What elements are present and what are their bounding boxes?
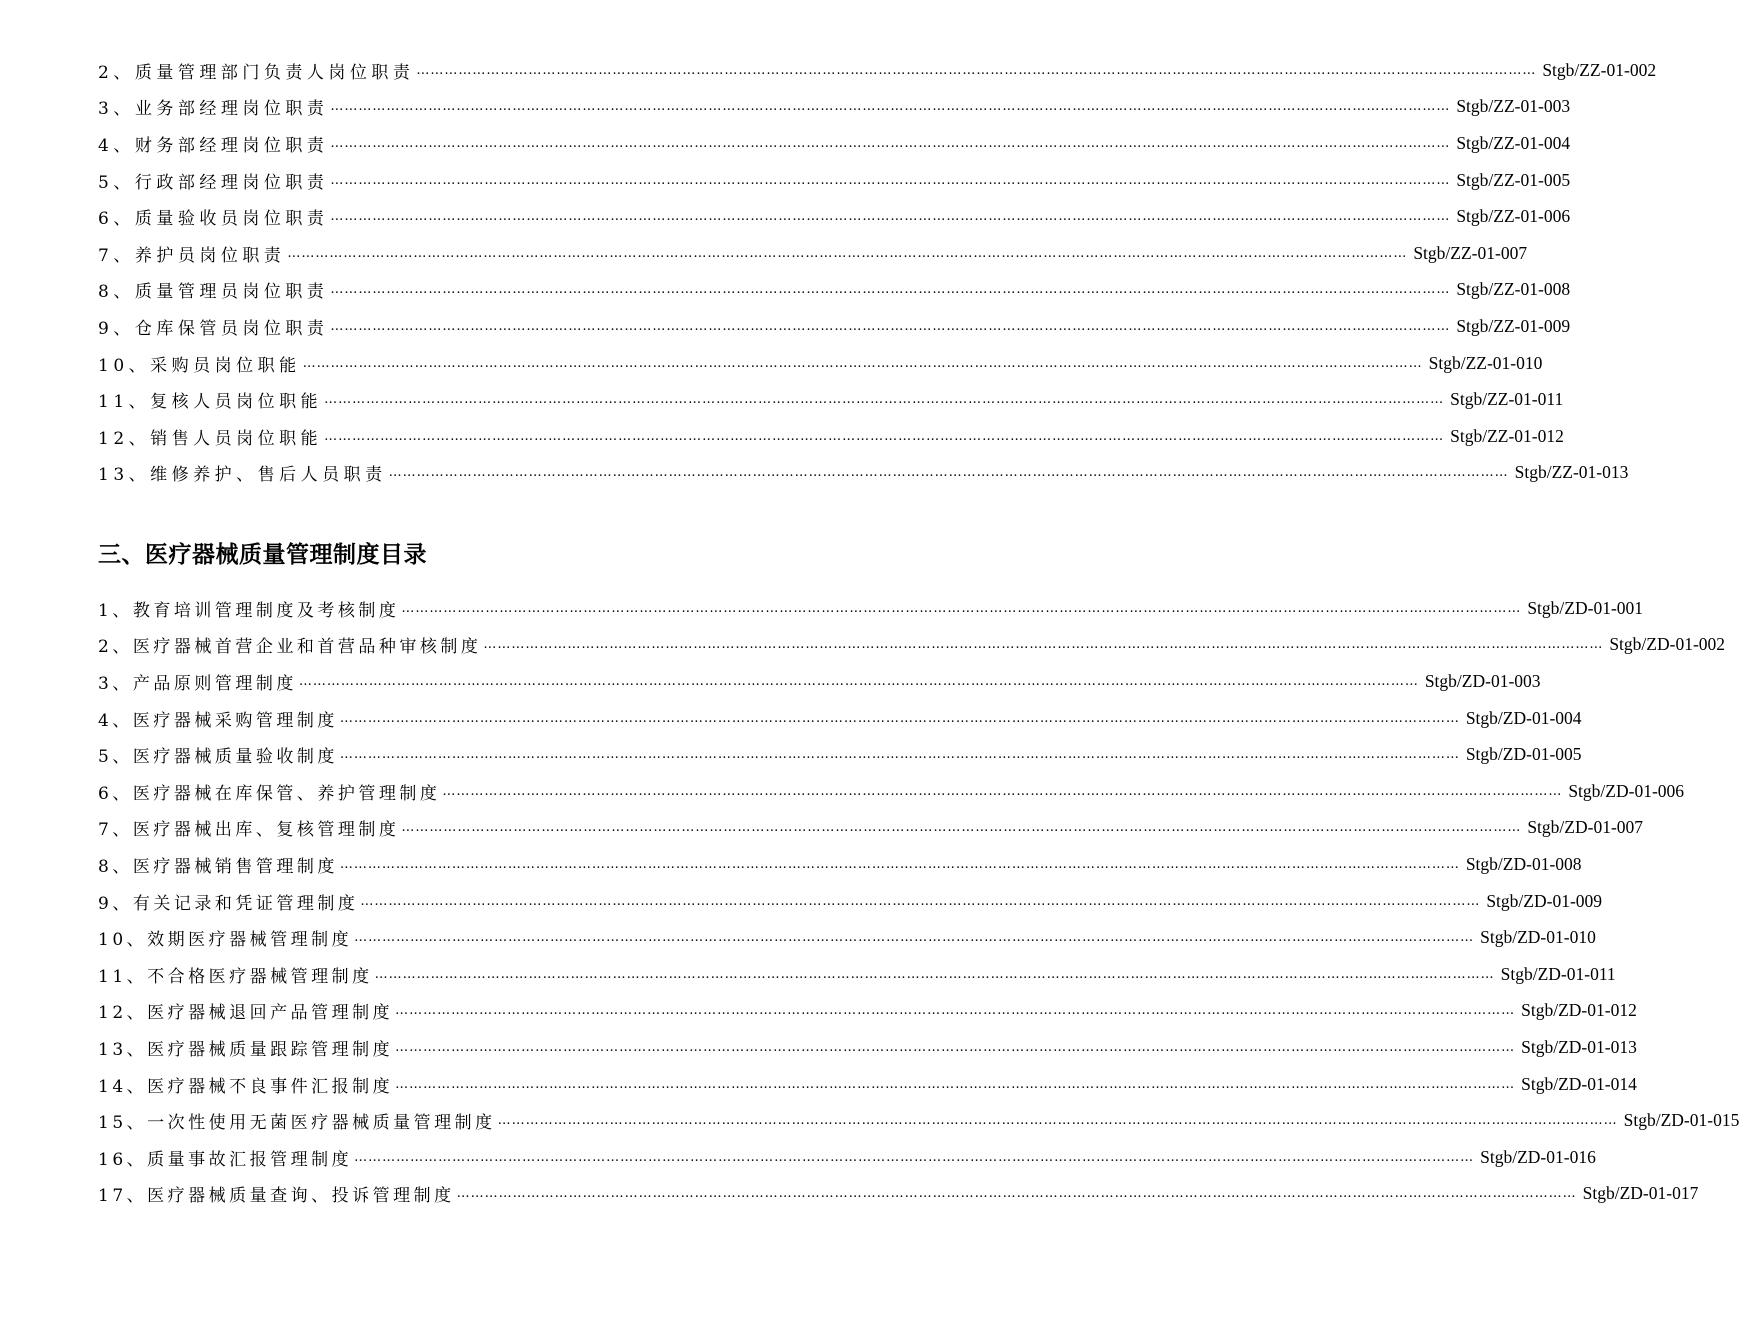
toc-entry-code: Stgb/ZD-01-002 (1609, 634, 1726, 655)
toc-dot-leader: …………………………………………………………………………………………………………………………………………………………………………………………………………………… (302, 355, 1423, 371)
toc-entry-code: Stgb/ZZ-01-006 (1456, 206, 1571, 227)
toc-entry (98, 810, 1644, 847)
toc-entry (98, 590, 1644, 627)
toc-entry-code: Stgb/ZD-01-010 (1480, 927, 1596, 948)
toc-dot-leader: …………………………………………………………………………………………………………………………………………………………………………………………………………………… (395, 1039, 1516, 1055)
toc-entry-code: Stgb/ZD-01-017 (1582, 1183, 1699, 1204)
toc-entry-code: Stgb/ZZ-01-012 (1450, 425, 1564, 446)
toc-entry (98, 455, 1629, 492)
toc-entry-code: Stgb/ZD-01-008 (1465, 853, 1582, 874)
toc-entry (98, 919, 1596, 956)
toc-dot-leader: …………………………………………………………………………………………………………………………………………………………………………………………………………………… (330, 209, 1451, 225)
toc-entry-title: 8、质量管理员岗位职责 (98, 282, 329, 303)
toc-entry-code: Stgb/ZD-01-006 (1568, 780, 1685, 801)
toc-dot-leader: …………………………………………………………………………………………………………………………………………………………………………………………………………………… (374, 966, 1495, 982)
toc-dot-leader: …………………………………………………………………………………………………………………………………………………………………………………………………………………… (497, 1113, 1618, 1129)
toc-dot-leader: …………………………………………………………………………………………………………………………………………………………………………………………………………………… (330, 135, 1451, 151)
toc-entry (98, 381, 1564, 418)
section-heading-quality-system: 三、医疗器械质量管理制度目录 (98, 542, 427, 568)
toc-list-quality-system (98, 590, 1739, 1212)
toc-dot-leader: …………………………………………………………………………………………………………………………………………………………………………………………………………………… (442, 783, 1563, 799)
toc-dot-leader: …………………………………………………………………………………………………………………………………………………………………………………………………………………… (395, 1076, 1516, 1092)
toc-entry (98, 1066, 1637, 1103)
toc-entry-code: Stgb/ZZ-01-010 (1428, 352, 1543, 373)
toc-entry (98, 663, 1541, 700)
toc-entry (98, 956, 1616, 993)
toc-entry-code: Stgb/ZZ-01-003 (1456, 96, 1571, 117)
toc-dot-leader: …………………………………………………………………………………………………………………………………………………………………………………………………………………… (483, 637, 1604, 653)
toc-entry-code: Stgb/ZZ-01-009 (1456, 315, 1571, 336)
toc-entry-code: Stgb/ZD-01-016 (1480, 1146, 1596, 1167)
toc-entry-code: Stgb/ZD-01-014 (1521, 1073, 1637, 1094)
toc-entry-code: Stgb/ZD-01-009 (1486, 890, 1603, 911)
toc-entry (98, 993, 1637, 1030)
toc-entry (98, 308, 1571, 345)
toc-entry-title: 7、医疗器械出库、复核管理制度 (98, 820, 400, 841)
toc-entry-code: Stgb/ZD-01-001 (1527, 597, 1644, 618)
toc-dot-leader: …………………………………………………………………………………………………………………………………………………………………………………………………………………… (339, 710, 1460, 726)
toc-entry-title: 8、医疗器械销售管理制度 (98, 856, 338, 877)
toc-dot-leader: …………………………………………………………………………………………………………………………………………………………………………………………………………………… (401, 600, 1522, 616)
toc-dot-leader: …………………………………………………………………………………………………………………………………………………………………………………………………………………… (360, 893, 1481, 909)
toc-entry (98, 846, 1582, 883)
toc-entry-title: 16、质量事故汇报管理制度 (98, 1149, 353, 1170)
toc-dot-leader: …………………………………………………………………………………………………………………………………………………………………………………………………………………… (330, 172, 1451, 188)
toc-entry-title: 13、维修养护、售后人员职责 (98, 465, 387, 486)
toc-dot-leader: …………………………………………………………………………………………………………………………………………………………………………………………………………………… (339, 856, 1460, 872)
toc-entry-title: 2、质量管理部门负责人岗位职责 (98, 62, 415, 83)
toc-dot-leader: …………………………………………………………………………………………………………………………………………………………………………………………………………………… (395, 1003, 1516, 1019)
toc-dot-leader: …………………………………………………………………………………………………………………………………………………………………………………………………………………… (339, 747, 1460, 763)
toc-entry (98, 1029, 1637, 1066)
toc-entry-title: 10、采购员岗位职能 (98, 355, 301, 376)
toc-entry-title: 5、医疗器械质量验收制度 (98, 747, 338, 768)
toc-dot-leader: …………………………………………………………………………………………………………………………………………………………………………………………………………………… (287, 245, 1408, 261)
toc-entry-code: Stgb/ZZ-01-008 (1456, 279, 1571, 300)
toc-entry-title: 5、行政部经理岗位职责 (98, 172, 329, 193)
toc-entry (98, 773, 1685, 810)
toc-dot-leader: …………………………………………………………………………………………………………………………………………………………………………………………………………………… (354, 1149, 1475, 1165)
toc-entry (98, 345, 1543, 382)
toc-entry (98, 700, 1582, 737)
toc-dot-leader: …………………………………………………………………………………………………………………………………………………………………………………………………………………… (330, 282, 1451, 298)
toc-entry-title: 10、效期医疗器械管理制度 (98, 930, 353, 951)
toc-entry (98, 418, 1564, 455)
toc-dot-leader: …………………………………………………………………………………………………………………………………………………………………………………………………………………… (456, 1186, 1577, 1202)
toc-entry-title: 4、财务部经理岗位职责 (98, 135, 329, 156)
toc-entry-code: Stgb/ZZ-01-002 (1542, 59, 1657, 80)
toc-entry-title: 6、医疗器械在库保管、养护管理制度 (98, 783, 441, 804)
toc-entry-code: Stgb/ZD-01-005 (1465, 744, 1582, 765)
toc-entry-title: 1、教育培训管理制度及考核制度 (98, 600, 400, 621)
toc-entry-title: 9、仓库保管员岗位职责 (98, 318, 329, 339)
toc-entry-title: 9、有关记录和凭证管理制度 (98, 893, 359, 914)
toc-entry (98, 883, 1603, 920)
toc-entry-code: Stgb/ZD-01-013 (1521, 1036, 1637, 1057)
toc-entry-title: 3、业务部经理岗位职责 (98, 99, 329, 120)
toc-entry (98, 627, 1726, 664)
toc-entry-code: Stgb/ZZ-01-007 (1413, 242, 1528, 263)
toc-entry-code: Stgb/ZD-01-004 (1465, 707, 1582, 728)
toc-entry-title: 11、不合格医疗器械管理制度 (98, 966, 373, 987)
toc-entry-title: 2、医疗器械首营企业和首营品种审核制度 (98, 637, 482, 658)
toc-entry-code: Stgb/ZZ-01-011 (1450, 389, 1564, 410)
toc-entry-title: 17、医疗器械质量查询、投诉管理制度 (98, 1186, 455, 1207)
toc-entry-title: 13、医疗器械质量跟踪管理制度 (98, 1039, 394, 1060)
toc-entry-code: Stgb/ZD-01-012 (1521, 1000, 1637, 1021)
toc-entry-title: 6、质量验收员岗位职责 (98, 209, 329, 230)
toc-dot-leader: …………………………………………………………………………………………………………………………………………………………………………………………………………………… (298, 673, 1419, 689)
toc-entry-title: 3、产品原则管理制度 (98, 673, 297, 694)
toc-list-job-duties (98, 52, 1657, 491)
toc-dot-leader: …………………………………………………………………………………………………………………………………………………………………………………………………………………… (330, 99, 1451, 115)
toc-dot-leader: …………………………………………………………………………………………………………………………………………………………………………………………………………………… (401, 820, 1522, 836)
toc-entry (98, 235, 1528, 272)
toc-entry-title: 4、医疗器械采购管理制度 (98, 710, 338, 731)
toc-entry (98, 272, 1571, 309)
toc-entry-code: Stgb/ZZ-01-004 (1456, 132, 1571, 153)
toc-entry-code: Stgb/ZD-01-003 (1424, 670, 1541, 691)
toc-entry-title: 11、复核人员岗位职能 (98, 392, 323, 413)
toc-entry-code: Stgb/ZD-01-007 (1527, 817, 1644, 838)
toc-entry (98, 89, 1571, 126)
toc-entry-title: 12、医疗器械退回产品管理制度 (98, 1003, 394, 1024)
toc-entry (98, 125, 1571, 162)
toc-entry (98, 52, 1657, 89)
toc-entry-title: 14、医疗器械不良事件汇报制度 (98, 1076, 394, 1097)
toc-dot-leader: …………………………………………………………………………………………………………………………………………………………………………………………………………………… (416, 62, 1537, 78)
toc-entry-title: 7、养护员岗位职责 (98, 245, 286, 266)
toc-entry (98, 162, 1571, 199)
toc-entry (98, 1139, 1596, 1176)
toc-entry-title: 12、销售人员岗位职能 (98, 428, 323, 449)
toc-entry (98, 198, 1571, 235)
toc-dot-leader: …………………………………………………………………………………………………………………………………………………………………………………………………………………… (388, 465, 1509, 481)
toc-entry-code: Stgb/ZD-01-015 (1623, 1110, 1739, 1131)
toc-entry-title: 15、一次性使用无菌医疗器械质量管理制度 (98, 1113, 496, 1134)
toc-entry-code: Stgb/ZD-01-011 (1500, 963, 1616, 984)
toc-entry (98, 736, 1582, 773)
toc-dot-leader: …………………………………………………………………………………………………………………………………………………………………………………………………………………… (324, 392, 1445, 408)
toc-dot-leader: …………………………………………………………………………………………………………………………………………………………………………………………………………………… (354, 930, 1475, 946)
toc-entry (98, 1102, 1739, 1139)
toc-entry (98, 1176, 1699, 1213)
toc-dot-leader: …………………………………………………………………………………………………………………………………………………………………………………………………………………… (324, 428, 1445, 444)
toc-entry-code: Stgb/ZZ-01-005 (1456, 169, 1571, 190)
toc-entry-code: Stgb/ZZ-01-013 (1514, 462, 1629, 483)
toc-dot-leader: …………………………………………………………………………………………………………………………………………………………………………………………………………………… (330, 318, 1451, 334)
